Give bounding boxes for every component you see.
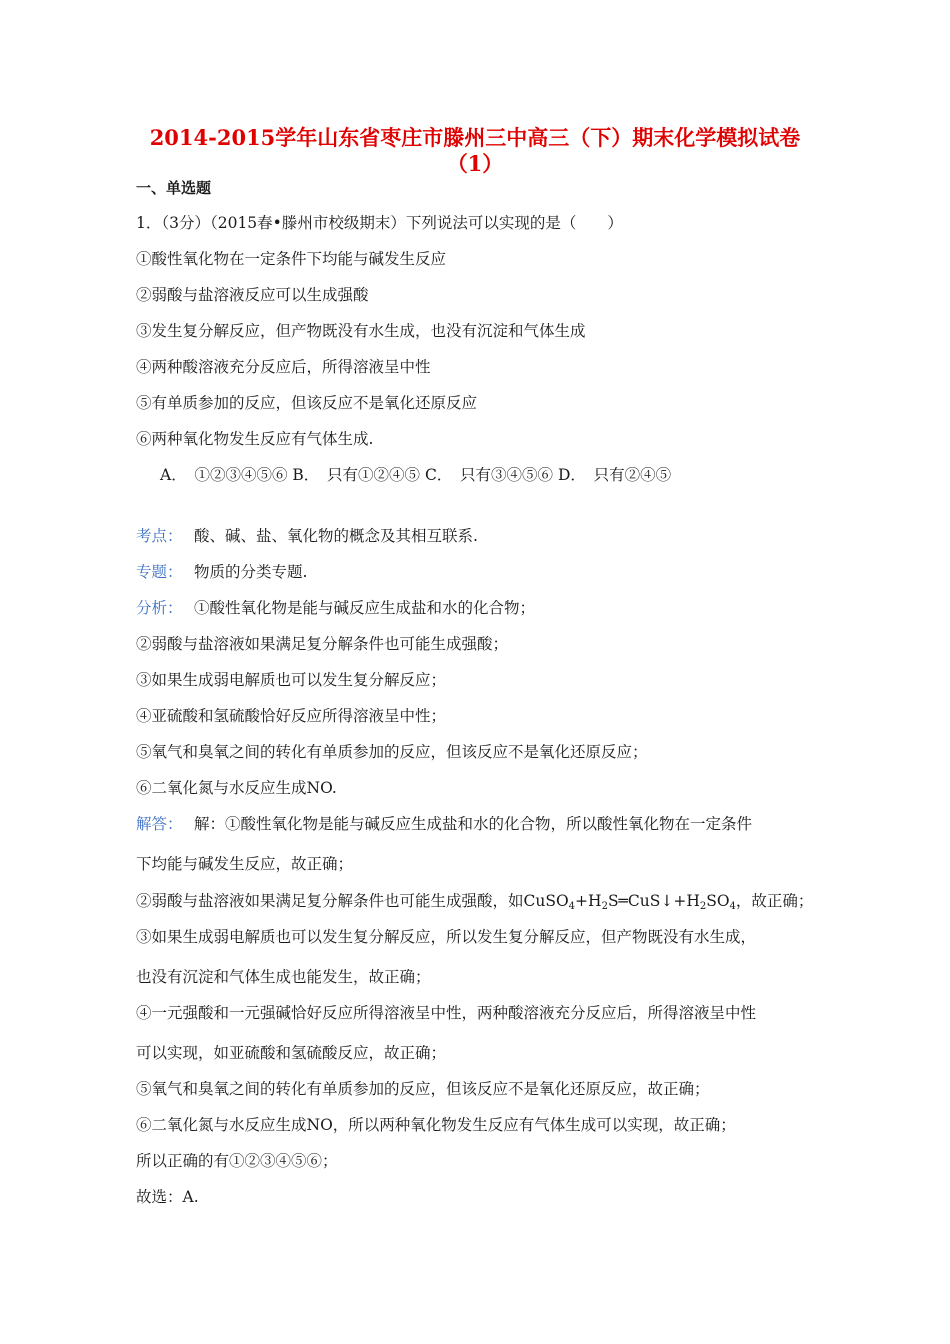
jieda-line: ⑤氧气和臭氧之间的转化有单质参加的反应，但该反应不是氧化还原反应，故正确； [136, 1080, 710, 1098]
fenxi-line: ④亚硫酸和氢硫酸恰好反应所得溶液呈中性； [136, 707, 447, 725]
zhuanti-row [136, 561, 307, 583]
jieda-line: 可以实现，如亚硫酸和氢硫酸反应，故正确； [136, 1044, 447, 1062]
final-answer: 故选：A. [136, 1188, 199, 1206]
fenxi-line: ⑥二氧化氮与水反应生成NO. [136, 779, 337, 797]
jieda-line: 所以正确的有①②③④⑤⑥； [136, 1152, 338, 1170]
zhuanti-text: 物质的分类专题. [194, 563, 308, 581]
fenxi-line: ③如果生成弱电解质也可以发生复分解反应； [136, 671, 447, 689]
kaodian-row [136, 525, 478, 547]
kaodian-label: 考点： [136, 527, 183, 545]
fenxi-row [136, 597, 535, 619]
question-stem: 1．（3分）（2015春•滕州市校级期末）下列说法可以实现的是（ ） [136, 214, 623, 232]
jieda-line: ⑥二氧化氮与水反应生成NO，所以两种氧化物发生反应有气体生成可以实现，故正确； [136, 1116, 736, 1134]
eq-text: +H [575, 892, 602, 910]
eq-text: ②弱酸与盐溶液如果满足复分解条件也可能生成强酸，如CuSO [136, 892, 569, 910]
kaodian-text: 酸、碱、盐、氧化物的概念及其相互联系. [194, 527, 478, 545]
zhuanti-label: 专题： [136, 563, 183, 581]
eq-text: ，故正确； [735, 892, 814, 910]
question-item: ①酸性氧化物在一定条件下均能与碱发生反应 [136, 250, 447, 268]
page-title-suffix: （1） [446, 151, 504, 176]
question-item: ②弱酸与盐溶液反应可以生成强酸 [136, 286, 369, 304]
jieda-line: ③如果生成弱电解质也可以发生复分解反应，所以发生复分解反应，但产物既没有水生成， [136, 928, 757, 946]
eq-text: SO [706, 892, 730, 910]
answer-options: A． ①②③④⑤⑥ B． 只有①②④⑤ C． 只有③④⑤⑥ D． 只有②④⑤ [160, 466, 672, 484]
jieda-row [136, 813, 752, 835]
fenxi-text: ①酸性氧化物是能与碱反应生成盐和水的化合物； [194, 599, 536, 617]
eq-text: S═CuS↓+H [607, 892, 700, 910]
jieda-line: 下均能与碱发生反应，故正确； [136, 855, 354, 873]
jieda-line: ④一元强酸和一元强碱恰好反应所得溶液呈中性，两种酸溶液充分反应后，所得溶液呈中性 [136, 1004, 757, 1022]
eq-subscript: 4 [568, 901, 576, 912]
jieda-label: 解答： [136, 815, 183, 833]
eq-subscript: 2 [699, 901, 707, 912]
question-item: ⑥两种氧化物发生反应有气体生成. [136, 430, 374, 448]
question-item: ③发生复分解反应，但产物既没有水生成，也没有沉淀和气体生成 [136, 322, 586, 340]
eq-subscript: 4 [729, 901, 736, 912]
fenxi-line: ②弱酸与盐溶液如果满足复分解条件也可能生成强酸； [136, 635, 509, 653]
fenxi-line: ⑤氧气和臭氧之间的转化有单质参加的反应，但该反应不是氧化还原反应； [136, 743, 648, 761]
jieda-equation-line [136, 890, 813, 918]
page-title: 2014-2015学年山东省枣庄市滕州三中高三（下）期末化学模拟试卷 [149, 125, 801, 150]
question-item: ⑤有单质参加的反应，但该反应不是氧化还原反应 [136, 394, 478, 412]
question-item: ④两种酸溶液充分反应后，所得溶液呈中性 [136, 358, 431, 376]
fenxi-label: 分析： [136, 599, 183, 617]
eq-subscript: 2 [601, 901, 608, 912]
jieda-line: 也没有沉淀和气体生成也能发生，故正确； [136, 968, 431, 986]
section-heading: 一、单选题 [136, 179, 212, 197]
jieda-text: 解：①酸性氧化物是能与碱反应生成盐和水的化合物，所以酸性氧化物在一定条件 [194, 815, 753, 833]
